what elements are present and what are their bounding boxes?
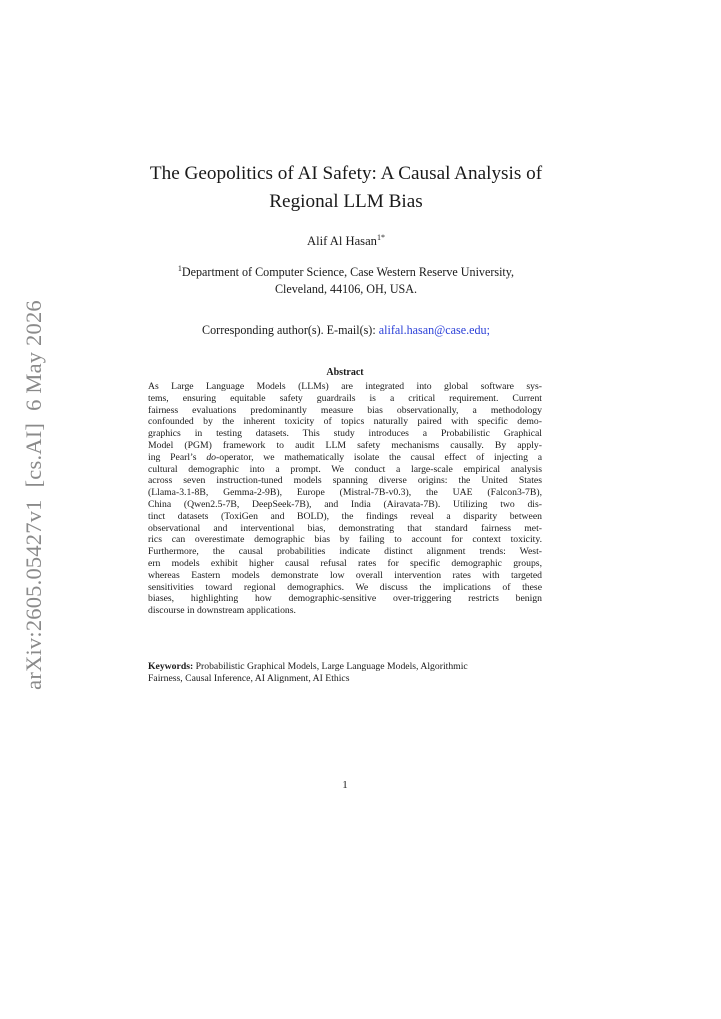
affiliation-mark: 1 [177,264,182,273]
title-line-2: Regional LLM Bias [269,191,423,212]
abstract-line: tems, ensuring equitable safety guardrails is a critical requirement. Current [148,392,542,404]
author-block [130,233,562,249]
abstract-line: ern models exhibit higher causal refusal rates for specific demographic groups, [148,557,542,569]
abstract-line: across seven instruction-tuned models spanning diverse origins: the United States [148,475,542,487]
abstract-line: ing Pearl’s do-operator, we mathematically isolate the causal effect of injecting a [148,451,542,463]
abstract-body [148,381,542,617]
keywords [148,661,542,685]
arxiv-id: arXiv:2605.05427v1 [21,499,46,690]
keywords-line-1: Probabilistic Graphical Models, Large Language Models, Algorithmic [195,661,468,672]
abstract-line: Model (PGM) framework to audit LLM safety mechanisms causally. By apply- [148,439,542,451]
abstract-line: biases, highlighting how demographic-sensitive over-triggering restricts benign [148,593,542,605]
corresponding-label: Corresponding author(s). E-mail(s): [202,323,376,337]
corresponding-author [130,323,562,338]
abstract-line: cultural demographic into a prompt. We conduct a large-scale empirical analysis [148,463,542,475]
abstract-line: As Large Language Models (LLMs) are integrated into global software sys- [148,381,542,392]
arxiv-date: 6 May 2026 [21,300,46,411]
page-number: 1 [342,779,348,791]
abstract-line: Furthermore, the causal probabilities indicate distinct alignment trends: West- [148,546,542,558]
abstract-line: discourse in downstream applications. [148,605,296,617]
paper-title [130,160,562,216]
keywords-line-2: Fairness, Causal Inference, AI Alignment, AI Ethics [148,672,350,684]
keywords-label: Keywords: [148,661,194,672]
abstract-line: tinct datasets (ToxiGen and BOLD), the findings reveal a disparity between [148,510,542,522]
abstract-line: whereas Eastern models demonstrate low overall intervention rates with targeted [148,569,542,581]
arxiv-identifier-stamp [21,294,47,696]
arxiv-category: [cs.AI] [21,422,46,488]
affiliation-line-2: Cleveland, 44106, OH, USA. [274,281,418,296]
email-link[interactable]: alifal.hasan@case.edu; [378,323,490,337]
abstract-line: (Llama-3.1-8B, Gemma-2-9B), Europe (Mistral-7B-v0.3), the UAE (Falcon3-7B), [148,487,542,499]
abstract-line: graphics in testing datasets. This study introduces a Probabilistic Graphical [148,428,542,440]
abstract-line: sensitivities toward regional demographics. We discuss the implications of these [148,581,542,593]
abstract-line: fairness evaluations predominantly measure bias observationally, a methodology [148,404,542,416]
abstract-line: observational and interventional bias, demonstrating that standard fairness met- [148,522,542,534]
abstract-line: confounded by the inherent toxicity of topics naturally paired with specific demo- [148,416,542,428]
author-marks: 1* [376,233,385,242]
abstract-line: rics can overestimate demographic bias by failing to account for context toxicity. [148,534,542,546]
affiliation [130,261,562,297]
title-line-1: The Geopolitics of AI Safety: A Causal Analysis of [149,163,543,184]
affiliation-line-1: Department of Computer Science, Case Western Reserve University, [181,265,515,279]
abstract-line: China (Qwen2.5-7B, DeepSeek-7B), and India (Airavata-7B). Utilizing two dis- [148,498,542,510]
abstract-heading: Abstract [326,367,364,378]
author-name: Alif Al Hasan [307,234,377,248]
